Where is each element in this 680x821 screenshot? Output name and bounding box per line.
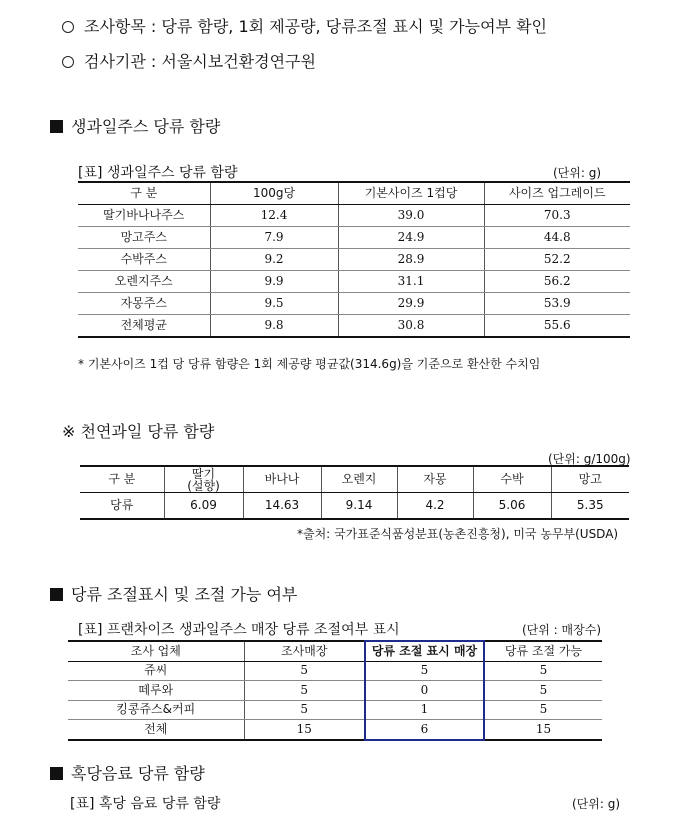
table-caption-high-sugar-drinks: [표] 혹당 음료 당류 함량 [70,796,221,812]
column-header: 기본사이즈 1컵당 [338,182,484,205]
source-note: *출처: 국가표준식품성분표(농촌진흥청), 미국 농무부(USDA) [297,527,619,541]
table-cell: 수박주스 [78,249,210,271]
section-title-natural-fruit: ※ 천연과일 당류 함량 [62,422,215,441]
table-cell: 5 [484,700,602,720]
table-cell: 28.9 [338,249,484,271]
table-cell: 6 [365,720,484,740]
sugar-control-table [68,640,602,741]
table-row [78,227,630,249]
table-cell: 7.9 [210,227,338,249]
column-header: 100g당 [210,182,338,205]
section-title-high-sugar-drinks: 혹당음료 당류 함량 [50,761,205,784]
table-cell: 5.06 [473,493,551,520]
section-title-juice-sugar: 생과일주스 당류 함량 [50,114,220,137]
table-cell: 5 [244,681,365,701]
column-header-highlighted: 당류 조절 표시 매장 [365,641,484,661]
table-cell: 0 [365,681,484,701]
table-cell: 44.8 [484,227,630,249]
table-cell: 55.6 [484,315,630,338]
column-header: 오렌지 [321,466,397,493]
intro-item-line: 조사항목 : 당류 함량, 1회 제공량, 당류조절 표시 및 가능여부 확인 [62,14,547,37]
section-title-sugar-control: 당류 조절표시 및 조절 가능 여부 [50,582,297,605]
table-cell: 15 [484,720,602,740]
table-row [68,681,602,701]
table-cell: 70.3 [484,205,630,227]
table-cell: 떼루와 [68,681,244,701]
table-cell: 오렌지주스 [78,271,210,293]
column-header: 수박 [473,466,551,493]
table-cell: 9.8 [210,315,338,338]
juice-sugar-table [78,181,630,338]
table-cell: 9.2 [210,249,338,271]
intro-agency-line: 검사기관 : 서울시보건환경연구원 [62,49,316,72]
table-cell: 24.9 [338,227,484,249]
column-header: 구 분 [80,466,164,493]
table-row [78,249,630,271]
table-row [78,271,630,293]
table-row [78,293,630,315]
column-header: 조사 업체 [68,641,244,661]
table-row [68,700,602,720]
table-cell: 5 [365,661,484,681]
table-cell: 5 [484,661,602,681]
column-header: 구 분 [78,182,210,205]
table-cell: 자몽주스 [78,293,210,315]
table-cell: 전체평균 [78,315,210,338]
natural-fruit-table [80,465,629,520]
table-cell: 6.09 [164,493,243,520]
table-cell: 쥬씨 [68,661,244,681]
table-cell: 29.9 [338,293,484,315]
table-row [78,205,630,227]
table-footnote: * 기본사이즈 1컵 당 당류 함량은 1회 제공량 평균값(314.6g)을 기준으로 환산한 수치임 [78,357,541,371]
square-bullet-icon [50,120,63,133]
table-row [80,493,629,520]
table-cell: 전체 [68,720,244,740]
table-cell: 39.0 [338,205,484,227]
table-cell: 망고주스 [78,227,210,249]
circle-bullet-icon [62,21,74,33]
table-row [68,720,602,740]
table-cell: 12.4 [210,205,338,227]
table-cell: 53.9 [484,293,630,315]
table-caption-sugar-control: [표] 프랜차이즈 생과일주스 매장 당류 조절여부 표시 [78,622,400,638]
table-cell: 킹콩쥬스&커피 [68,700,244,720]
table-cell: 56.2 [484,271,630,293]
table-header-row [68,641,602,661]
column-header: 바나나 [243,466,321,493]
table-cell: 5 [244,661,365,681]
column-header: 사이즈 업그레이드 [484,182,630,205]
table-cell: 9.5 [210,293,338,315]
table-cell: 52.2 [484,249,630,271]
square-bullet-icon [50,767,63,780]
table-unit-juice-sugar: (단위: g) [553,166,602,180]
table-cell: 1 [365,700,484,720]
table-cell: 딸기바나나주스 [78,205,210,227]
table-unit-high-sugar-drinks: (단위: g) [572,797,621,811]
table-cell: 14.63 [243,493,321,520]
table-row [68,661,602,681]
table-row [78,315,630,338]
table-caption-juice-sugar: [표] 생과일주스 당류 함량 [78,165,238,181]
table-cell: 30.8 [338,315,484,338]
table-cell: 15 [244,720,365,740]
table-cell: 9.9 [210,271,338,293]
column-header: 조사매장 [244,641,365,661]
table-cell: 당류 [80,493,164,520]
column-header: 딸기 (설향) [164,466,243,493]
column-header: 당류 조절 가능 [484,641,602,661]
square-bullet-icon [50,588,63,601]
column-header: 자몽 [397,466,473,493]
table-cell: 5.35 [551,493,629,520]
table-cell: 9.14 [321,493,397,520]
table-header-row [80,466,629,493]
circle-bullet-icon [62,56,74,68]
column-header: 망고 [551,466,629,493]
table-unit-sugar-control: (단위 : 매장수) [522,623,601,637]
table-cell: 4.2 [397,493,473,520]
table-cell: 5 [244,700,365,720]
table-header-row [78,182,630,205]
table-unit-natural-fruit: (단위: g/100g) [548,452,631,466]
table-cell: 31.1 [338,271,484,293]
table-cell: 5 [484,681,602,701]
